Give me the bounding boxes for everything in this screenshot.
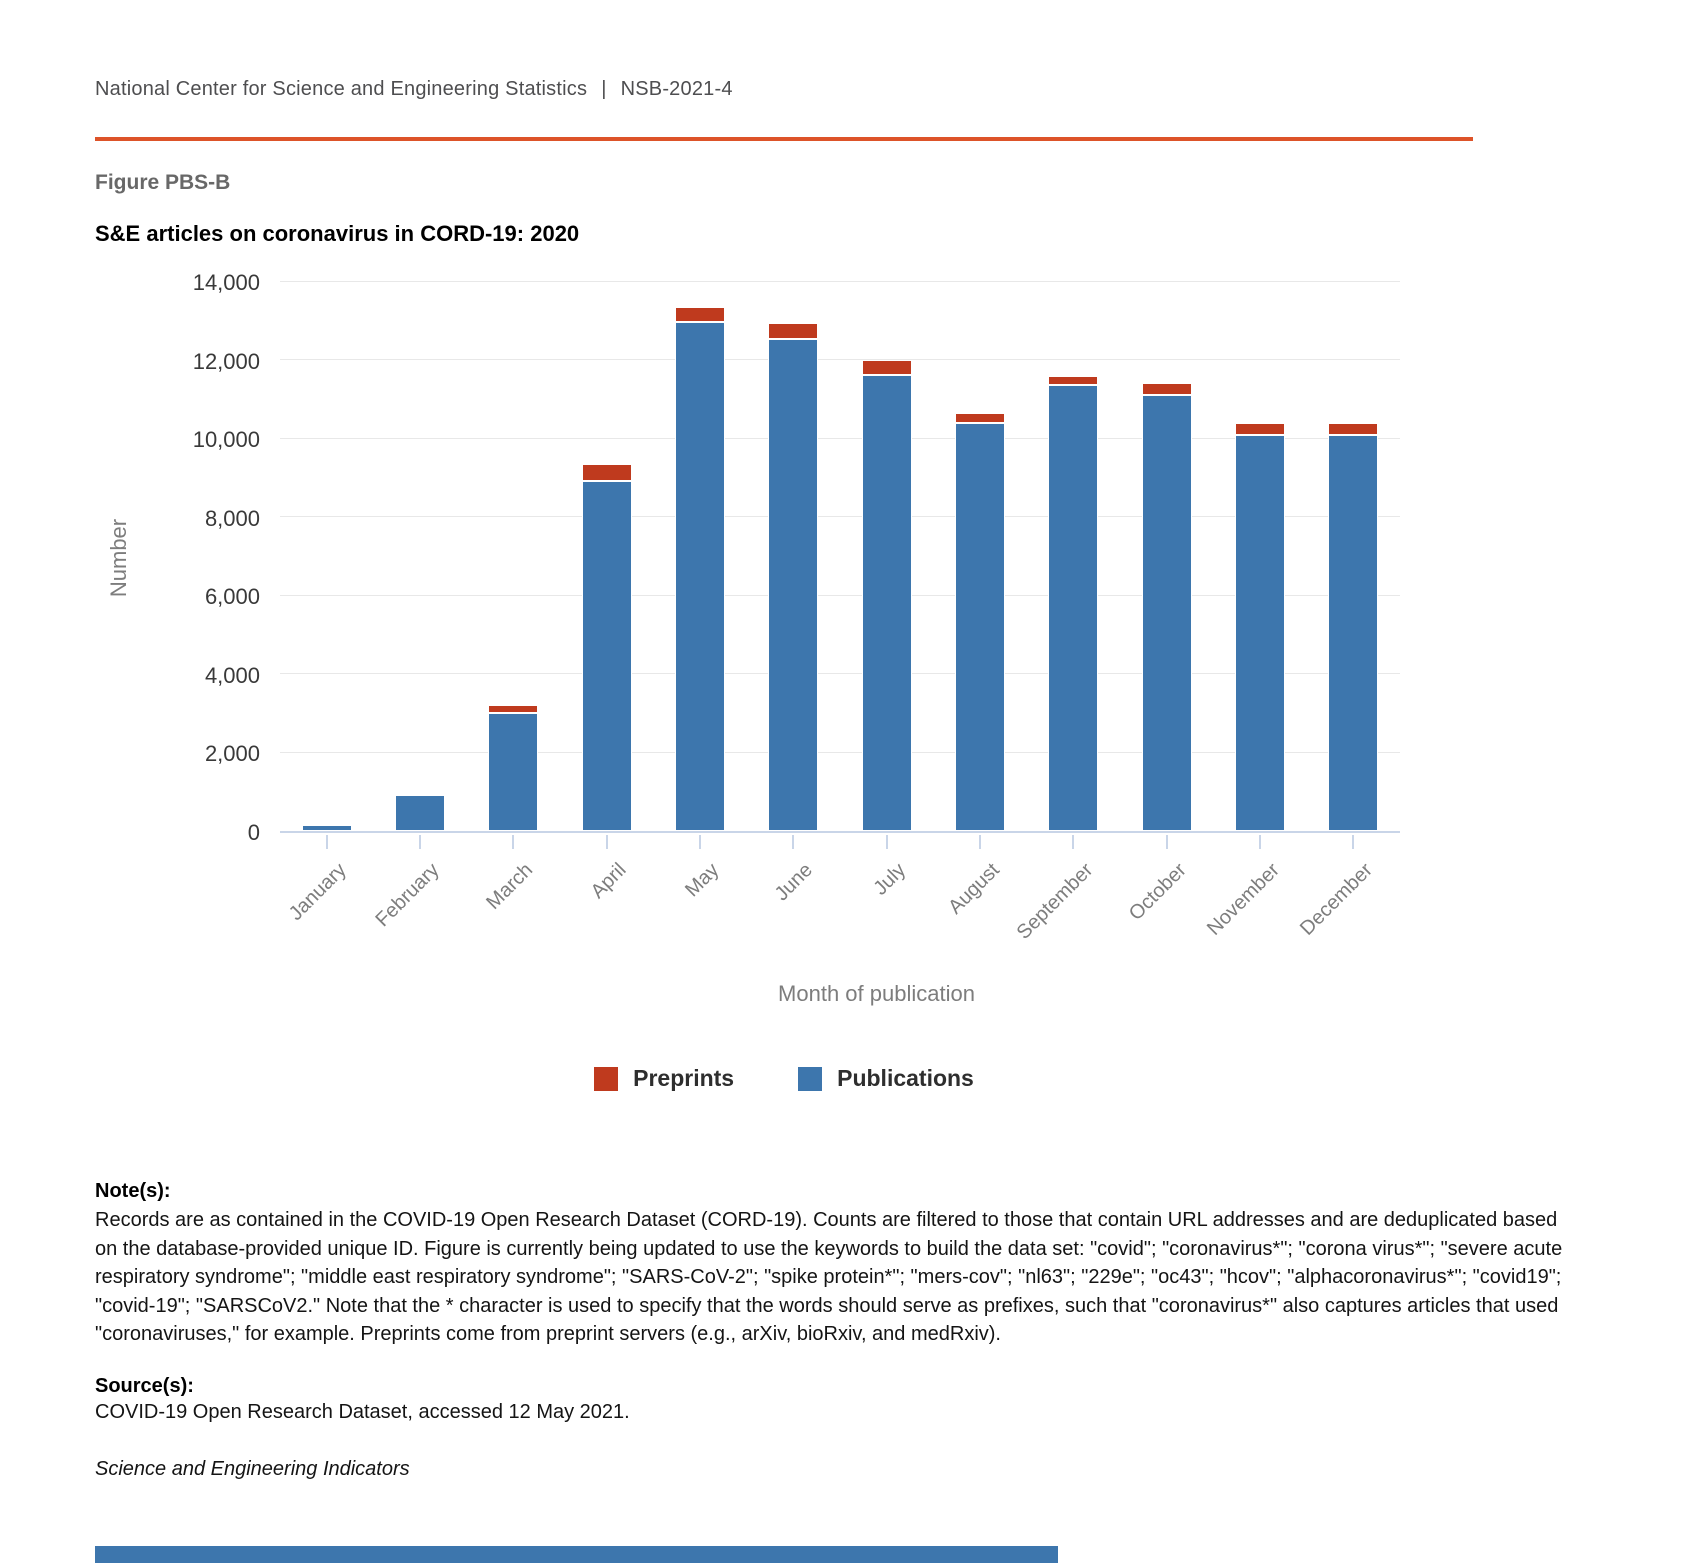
y-tick-label: 4,000 [204,662,260,688]
sources-heading: Source(s): [95,1374,194,1397]
bar-segment-preprints-may [675,307,725,322]
x-tick [512,835,514,849]
bar-may [675,307,725,831]
gridline [280,752,1400,753]
gridline [280,673,1400,674]
bar-segment-preprints-november [1235,423,1285,434]
x-tick [979,835,981,849]
x-tick-label-august: August [943,859,1004,919]
plot-area [280,283,1400,944]
x-tick [419,835,421,849]
bar-september [1048,376,1098,831]
footer-bar [95,1546,1058,1563]
bar-segment-publications-march [488,713,538,831]
bar-segment-preprints-march [488,705,538,714]
report-id: NSB-2021-4 [620,78,733,100]
legend-swatch-publications [798,1067,822,1091]
bar-segment-preprints-april [582,464,632,481]
x-tick-label-february: February [371,859,444,932]
bar-segment-publications-january [302,825,352,831]
x-tick [1072,835,1074,849]
x-tick-label-april: April [586,859,631,903]
x-tick-label-june: June [770,859,817,906]
bar-october [1142,383,1192,831]
x-tick [886,835,888,849]
gridline [280,516,1400,517]
y-tick-label: 12,000 [192,348,260,374]
figure-label: Figure PBS-B [95,171,231,194]
gridline [280,359,1400,360]
bar-segment-preprints-august [955,413,1005,424]
legend-label-preprints: Preprints [633,1065,735,1091]
y-axis-title-column [95,283,143,833]
bar-december [1328,423,1378,831]
x-tick-label-may: May [681,859,724,902]
x-tick-label-july: July [869,859,911,900]
x-tick [1166,835,1168,849]
x-tick [699,835,701,849]
notes-section [95,1180,1565,1349]
y-axis-title: Number [106,518,131,598]
notes-body: Records are as contained in the COVID-19 Open Research Dataset (CORD-19). Counts are filtered to those that contain URL addresses and are deduplicated based on the database-provided unique ID. Figure is currently being updated to use the keywords to build the data set: "covid"; "coronavirus*"; "corona virus*"; "severe acute respiratory syndrome"; "middle east respiratory syndrome"; "SARS-CoV-2"; "spike protein*"; "mers-cov"; "nl63"; "229e"; "oc43"; "hcov"; "alphacoronavirus*"; "covid19"; "covid-19"; "SARSCoV2." Note that the * character is used to specify that the words should serve as prefixes, such that "coronavirus*" also captures articles that used "coronaviruses," for example. Preprints come from preprint servers (e.g., arXiv, bioRxiv, and medRxiv). [95,1209,1563,1345]
legend [95,1065,1473,1092]
bar-segment-publications-july [862,375,912,831]
legend-item-publications[interactable] [798,1065,974,1092]
indicators-footer-text: Science and Engineering Indicators [95,1457,410,1480]
header-separator: | [601,78,607,100]
x-tick [606,835,608,849]
bar-july [862,360,912,831]
y-tick-label: 8,000 [204,505,260,531]
y-tick-label: 6,000 [204,584,260,610]
x-tick-label-october: October [1124,859,1191,925]
bar-segment-publications-april [582,481,632,831]
y-axis-labels [143,270,280,845]
legend-label-publications: Publications [837,1065,974,1091]
y-tick-label: 14,000 [192,270,260,295]
bar-segment-publications-december [1328,435,1378,831]
bar-april [582,464,632,831]
sources-section [95,1375,1605,1424]
bar-segment-publications-may [675,322,725,831]
header-rule [95,137,1473,141]
bar-segment-publications-november [1235,435,1285,831]
bar-november [1235,423,1285,831]
legend-swatch-preprints [594,1067,618,1091]
bar-segment-publications-june [768,339,818,831]
bar-august [955,413,1005,831]
x-tick [1259,835,1261,849]
bar-march [488,705,538,831]
x-tick-label-september: September [1012,859,1097,944]
bar-segment-publications-october [1142,395,1192,831]
x-tick-label-december: December [1296,859,1377,940]
x-tick [326,835,328,849]
legend-item-preprints[interactable] [594,1065,734,1092]
gridline [280,595,1400,596]
bar-february [395,793,445,831]
bar-segment-preprints-december [1328,423,1378,435]
bar-segment-preprints-june [768,323,818,339]
report-header [95,78,1605,101]
gridline [280,438,1400,439]
bar-segment-publications-february [395,795,445,831]
x-tick-label-november: November [1202,859,1284,940]
bar-segment-publications-september [1048,385,1098,831]
notes-heading: Note(s): [95,1180,171,1202]
bar-segment-publications-august [955,423,1005,831]
x-tick-label-march: March [482,859,537,914]
figure-title: S&E articles on coronavirus in CORD-19: 2020 [95,221,580,246]
sources-body: COVID-19 Open Research Dataset, accessed 12 May 2021. [95,1400,630,1423]
org-name: National Center for Science and Engineering Statistics [95,78,588,100]
gridline [280,281,1400,282]
chart [95,270,1473,1092]
x-tick [1352,835,1354,849]
y-tick-label: 0 [247,820,260,845]
y-tick-label: 2,000 [204,741,260,767]
bar-segment-preprints-september [1048,376,1098,385]
x-axis-title: Month of publication [778,981,975,1006]
bar-segment-preprints-july [862,360,912,375]
bar-january [302,823,352,831]
bar-segment-preprints-october [1142,383,1192,395]
y-tick-label: 10,000 [192,427,260,453]
x-tick-label-january: January [284,859,351,925]
bar-june [768,323,818,831]
x-tick [792,835,794,849]
